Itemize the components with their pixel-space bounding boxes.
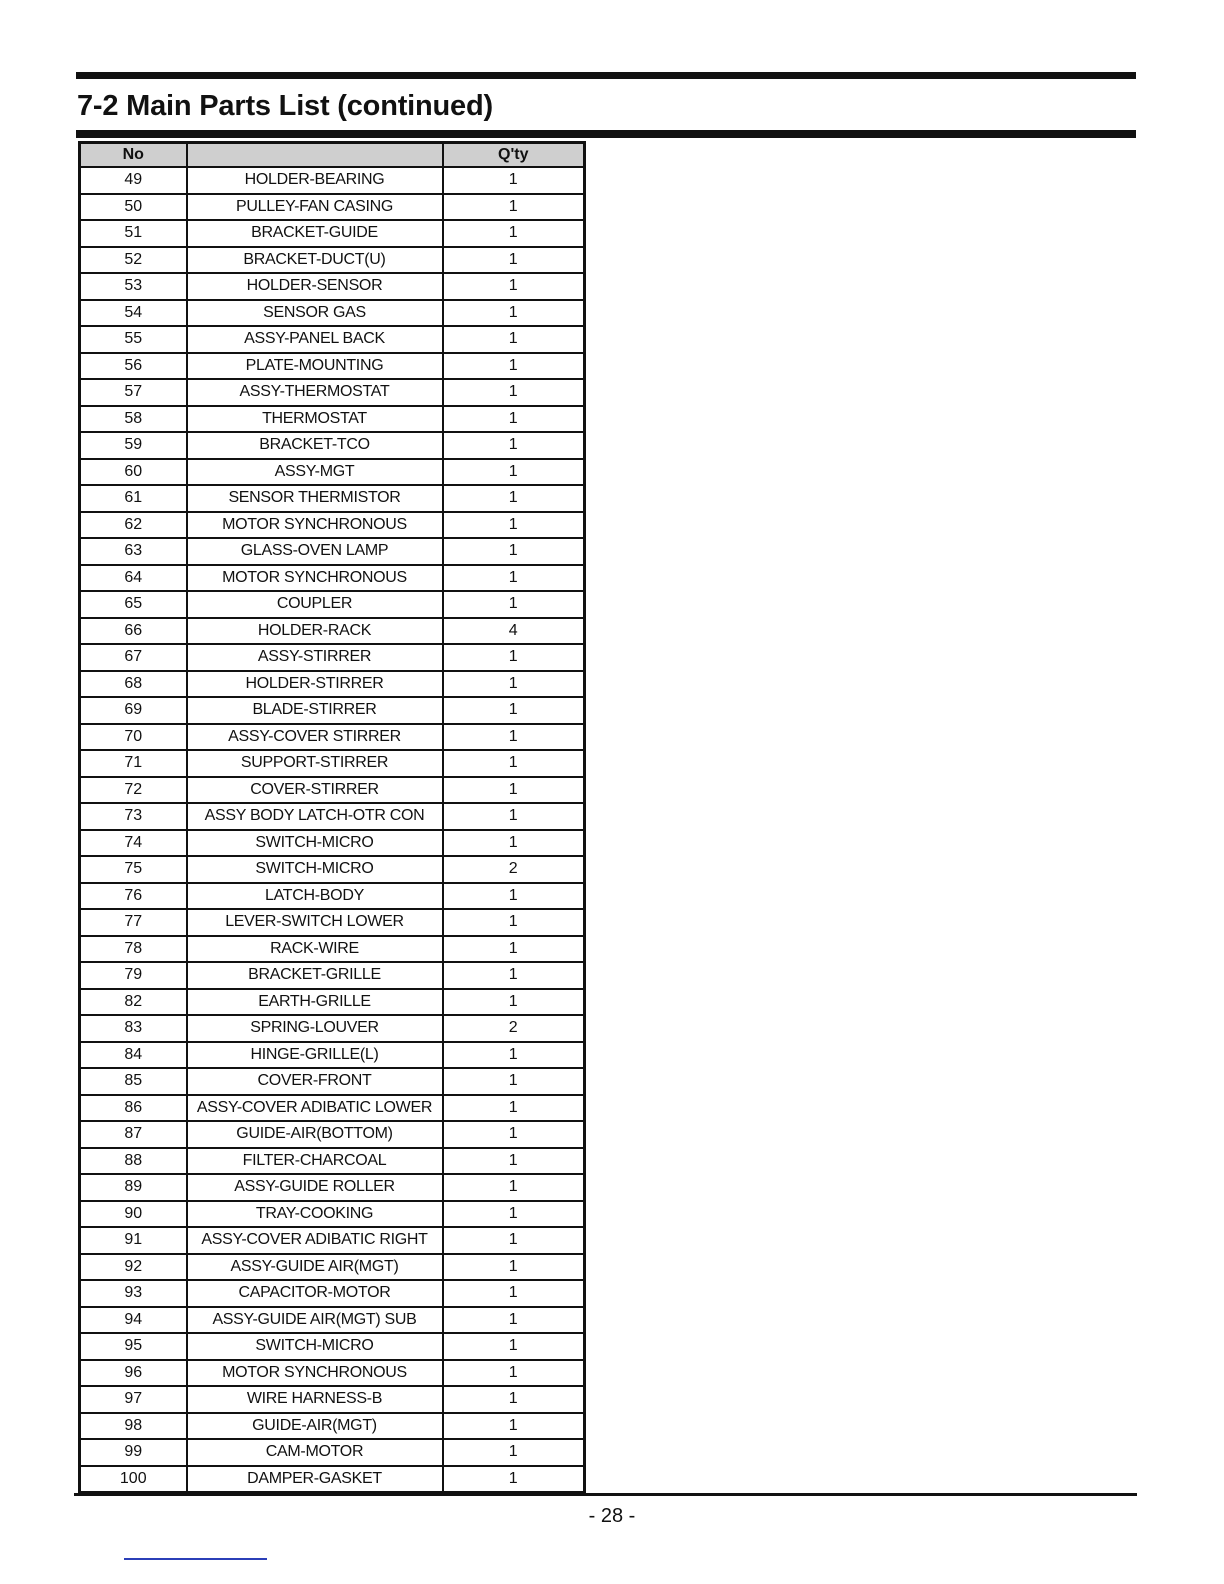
part-qty-cell: 1 bbox=[443, 697, 585, 724]
part-description-cell: BRACKET-GUIDE bbox=[187, 220, 443, 247]
part-number-cell: 85 bbox=[80, 1068, 187, 1095]
part-number-cell: 96 bbox=[80, 1360, 187, 1387]
part-number-cell: 54 bbox=[80, 300, 187, 327]
part-number-cell: 89 bbox=[80, 1174, 187, 1201]
part-description-cell: MOTOR SYNCHRONOUS bbox=[187, 512, 443, 539]
part-qty-cell: 1 bbox=[443, 1413, 585, 1440]
part-qty-cell: 2 bbox=[443, 1015, 585, 1042]
table-row bbox=[80, 883, 585, 910]
part-description-cell: ASSY-GUIDE AIR(MGT) bbox=[187, 1254, 443, 1281]
table-row bbox=[80, 485, 585, 512]
part-number-cell: 84 bbox=[80, 1042, 187, 1069]
part-number-cell: 49 bbox=[80, 167, 187, 194]
part-number-cell: 92 bbox=[80, 1254, 187, 1281]
part-number-cell: 57 bbox=[80, 379, 187, 406]
part-description-cell: COVER-STIRRER bbox=[187, 777, 443, 804]
part-description-cell: MOTOR SYNCHRONOUS bbox=[187, 1360, 443, 1387]
part-description-cell: ASSY-THERMOSTAT bbox=[187, 379, 443, 406]
table-row bbox=[80, 1466, 585, 1493]
table-row bbox=[80, 1042, 585, 1069]
part-number-cell: 64 bbox=[80, 565, 187, 592]
part-number-cell: 66 bbox=[80, 618, 187, 645]
part-qty-cell: 1 bbox=[443, 565, 585, 592]
part-description-cell: ASSY-COVER ADIBATIC LOWER bbox=[187, 1095, 443, 1122]
part-number-cell: 69 bbox=[80, 697, 187, 724]
bottom-rule bbox=[74, 1493, 1137, 1496]
part-qty-cell: 1 bbox=[443, 671, 585, 698]
part-number-cell: 63 bbox=[80, 538, 187, 565]
part-number-cell: 75 bbox=[80, 856, 187, 883]
table-row bbox=[80, 1095, 585, 1122]
table-row bbox=[80, 194, 585, 221]
part-number-cell: 51 bbox=[80, 220, 187, 247]
part-number-cell: 67 bbox=[80, 644, 187, 671]
part-qty-cell: 1 bbox=[443, 803, 585, 830]
table-row bbox=[80, 326, 585, 353]
part-qty-cell: 1 bbox=[443, 1466, 585, 1493]
column-header-description bbox=[187, 143, 443, 168]
part-description-cell: HOLDER-RACK bbox=[187, 618, 443, 645]
table-row bbox=[80, 1280, 585, 1307]
table-row bbox=[80, 1386, 585, 1413]
part-description-cell: CAPACITOR-MOTOR bbox=[187, 1280, 443, 1307]
part-qty-cell: 1 bbox=[443, 1280, 585, 1307]
table-row bbox=[80, 803, 585, 830]
table-row bbox=[80, 247, 585, 274]
part-qty-cell: 1 bbox=[443, 194, 585, 221]
table-row bbox=[80, 989, 585, 1016]
table-row bbox=[80, 273, 585, 300]
part-description-cell: CAM-MOTOR bbox=[187, 1439, 443, 1466]
part-description-cell: TRAY-COOKING bbox=[187, 1201, 443, 1228]
part-qty-cell: 1 bbox=[443, 1095, 585, 1122]
title-rule bbox=[76, 130, 1136, 138]
part-description-cell: GLASS-OVEN LAMP bbox=[187, 538, 443, 565]
parts-table bbox=[78, 141, 586, 1494]
page-number: - 28 - bbox=[588, 1505, 636, 1527]
table-row bbox=[80, 565, 585, 592]
part-qty-cell: 1 bbox=[443, 220, 585, 247]
part-qty-cell: 2 bbox=[443, 856, 585, 883]
part-qty-cell: 1 bbox=[443, 1360, 585, 1387]
table-row bbox=[80, 671, 585, 698]
table-row bbox=[80, 750, 585, 777]
table-row bbox=[80, 697, 585, 724]
part-qty-cell: 1 bbox=[443, 432, 585, 459]
table-row bbox=[80, 1360, 585, 1387]
part-number-cell: 98 bbox=[80, 1413, 187, 1440]
table-row bbox=[80, 724, 585, 751]
part-description-cell: ASSY-STIRRER bbox=[187, 644, 443, 671]
part-qty-cell: 1 bbox=[443, 936, 585, 963]
table-row bbox=[80, 936, 585, 963]
part-qty-cell: 1 bbox=[443, 512, 585, 539]
table-row bbox=[80, 962, 585, 989]
part-description-cell: ASSY-COVER STIRRER bbox=[187, 724, 443, 751]
part-qty-cell: 1 bbox=[443, 909, 585, 936]
part-number-cell: 62 bbox=[80, 512, 187, 539]
parts-table-body bbox=[80, 167, 585, 1493]
part-description-cell: HOLDER-SENSOR bbox=[187, 273, 443, 300]
table-row bbox=[80, 167, 585, 194]
part-qty-cell: 4 bbox=[443, 618, 585, 645]
part-qty-cell: 1 bbox=[443, 406, 585, 433]
part-qty-cell: 1 bbox=[443, 1121, 585, 1148]
part-number-cell: 76 bbox=[80, 883, 187, 910]
part-description-cell: PLATE-MOUNTING bbox=[187, 353, 443, 380]
part-description-cell: PULLEY-FAN CASING bbox=[187, 194, 443, 221]
part-number-cell: 74 bbox=[80, 830, 187, 857]
part-description-cell: BRACKET-GRILLE bbox=[187, 962, 443, 989]
table-row bbox=[80, 512, 585, 539]
part-qty-cell: 1 bbox=[443, 1386, 585, 1413]
part-description-cell: SUPPORT-STIRRER bbox=[187, 750, 443, 777]
part-number-cell: 72 bbox=[80, 777, 187, 804]
part-number-cell: 77 bbox=[80, 909, 187, 936]
part-description-cell: ASSY BODY LATCH-OTR CON bbox=[187, 803, 443, 830]
table-row bbox=[80, 644, 585, 671]
table-row bbox=[80, 1201, 585, 1228]
part-description-cell: LATCH-BODY bbox=[187, 883, 443, 910]
table-row bbox=[80, 618, 585, 645]
part-description-cell: LEVER-SWITCH LOWER bbox=[187, 909, 443, 936]
part-number-cell: 87 bbox=[80, 1121, 187, 1148]
part-qty-cell: 1 bbox=[443, 724, 585, 751]
table-row bbox=[80, 1413, 585, 1440]
part-number-cell: 73 bbox=[80, 803, 187, 830]
table-row bbox=[80, 1174, 585, 1201]
table-row bbox=[80, 538, 585, 565]
part-number-cell: 91 bbox=[80, 1227, 187, 1254]
part-qty-cell: 1 bbox=[443, 883, 585, 910]
part-qty-cell: 1 bbox=[443, 962, 585, 989]
part-qty-cell: 1 bbox=[443, 538, 585, 565]
part-number-cell: 82 bbox=[80, 989, 187, 1016]
table-row bbox=[80, 1439, 585, 1466]
part-qty-cell: 1 bbox=[443, 353, 585, 380]
part-qty-cell: 1 bbox=[443, 1333, 585, 1360]
table-row bbox=[80, 1121, 585, 1148]
part-number-cell: 83 bbox=[80, 1015, 187, 1042]
table-row bbox=[80, 1068, 585, 1095]
part-number-cell: 99 bbox=[80, 1439, 187, 1466]
part-description-cell: HOLDER-BEARING bbox=[187, 167, 443, 194]
part-qty-cell: 1 bbox=[443, 379, 585, 406]
part-number-cell: 59 bbox=[80, 432, 187, 459]
table-row bbox=[80, 856, 585, 883]
part-description-cell: COUPLER bbox=[187, 591, 443, 618]
part-qty-cell: 1 bbox=[443, 326, 585, 353]
part-number-cell: 95 bbox=[80, 1333, 187, 1360]
part-number-cell: 50 bbox=[80, 194, 187, 221]
part-qty-cell: 1 bbox=[443, 591, 585, 618]
part-number-cell: 78 bbox=[80, 936, 187, 963]
part-description-cell: SPRING-LOUVER bbox=[187, 1015, 443, 1042]
part-description-cell: WIRE HARNESS-B bbox=[187, 1386, 443, 1413]
part-qty-cell: 1 bbox=[443, 1174, 585, 1201]
table-header-row bbox=[80, 143, 585, 168]
table-row bbox=[80, 1333, 585, 1360]
part-qty-cell: 1 bbox=[443, 1148, 585, 1175]
part-qty-cell: 1 bbox=[443, 1068, 585, 1095]
part-description-cell: ASSY-GUIDE ROLLER bbox=[187, 1174, 443, 1201]
part-number-cell: 97 bbox=[80, 1386, 187, 1413]
part-description-cell: BRACKET-TCO bbox=[187, 432, 443, 459]
part-number-cell: 56 bbox=[80, 353, 187, 380]
part-description-cell: BRACKET-DUCT(U) bbox=[187, 247, 443, 274]
part-description-cell: ASSY-MGT bbox=[187, 459, 443, 486]
table-row bbox=[80, 1227, 585, 1254]
part-qty-cell: 1 bbox=[443, 1201, 585, 1228]
part-qty-cell: 1 bbox=[443, 644, 585, 671]
part-description-cell: ASSY-PANEL BACK bbox=[187, 326, 443, 353]
part-qty-cell: 1 bbox=[443, 1307, 585, 1334]
part-description-cell: DAMPER-GASKET bbox=[187, 1466, 443, 1493]
column-header-qty: Q'ty bbox=[443, 143, 585, 168]
table-row bbox=[80, 1015, 585, 1042]
part-number-cell: 100 bbox=[80, 1466, 187, 1493]
part-qty-cell: 1 bbox=[443, 459, 585, 486]
part-number-cell: 93 bbox=[80, 1280, 187, 1307]
column-header-no: No bbox=[80, 143, 187, 168]
part-description-cell: EARTH-GRILLE bbox=[187, 989, 443, 1016]
footer-accent-line bbox=[124, 1558, 267, 1560]
table-row bbox=[80, 830, 585, 857]
table-row bbox=[80, 353, 585, 380]
part-number-cell: 71 bbox=[80, 750, 187, 777]
table-row bbox=[80, 220, 585, 247]
part-number-cell: 58 bbox=[80, 406, 187, 433]
part-qty-cell: 1 bbox=[443, 273, 585, 300]
part-description-cell: RACK-WIRE bbox=[187, 936, 443, 963]
part-description-cell: BLADE-STIRRER bbox=[187, 697, 443, 724]
part-description-cell: GUIDE-AIR(MGT) bbox=[187, 1413, 443, 1440]
part-number-cell: 61 bbox=[80, 485, 187, 512]
table-row bbox=[80, 459, 585, 486]
table-row bbox=[80, 432, 585, 459]
table-row bbox=[80, 1254, 585, 1281]
page-title: 7-2 Main Parts List (continued) bbox=[77, 90, 493, 122]
part-number-cell: 70 bbox=[80, 724, 187, 751]
part-qty-cell: 1 bbox=[443, 167, 585, 194]
part-qty-cell: 1 bbox=[443, 247, 585, 274]
part-number-cell: 65 bbox=[80, 591, 187, 618]
part-qty-cell: 1 bbox=[443, 300, 585, 327]
part-qty-cell: 1 bbox=[443, 1042, 585, 1069]
part-description-cell: SENSOR GAS bbox=[187, 300, 443, 327]
part-qty-cell: 1 bbox=[443, 485, 585, 512]
part-number-cell: 55 bbox=[80, 326, 187, 353]
table-row bbox=[80, 300, 585, 327]
part-number-cell: 60 bbox=[80, 459, 187, 486]
table-row bbox=[80, 379, 585, 406]
part-description-cell: ASSY-COVER ADIBATIC RIGHT bbox=[187, 1227, 443, 1254]
part-number-cell: 68 bbox=[80, 671, 187, 698]
part-number-cell: 88 bbox=[80, 1148, 187, 1175]
part-number-cell: 53 bbox=[80, 273, 187, 300]
part-qty-cell: 1 bbox=[443, 750, 585, 777]
top-rule bbox=[76, 72, 1136, 79]
part-description-cell: SWITCH-MICRO bbox=[187, 1333, 443, 1360]
part-number-cell: 94 bbox=[80, 1307, 187, 1334]
part-qty-cell: 1 bbox=[443, 1254, 585, 1281]
part-number-cell: 52 bbox=[80, 247, 187, 274]
table-row bbox=[80, 1307, 585, 1334]
part-number-cell: 79 bbox=[80, 962, 187, 989]
part-description-cell: SENSOR THERMISTOR bbox=[187, 485, 443, 512]
part-number-cell: 86 bbox=[80, 1095, 187, 1122]
part-qty-cell: 1 bbox=[443, 830, 585, 857]
table-row bbox=[80, 591, 585, 618]
part-qty-cell: 1 bbox=[443, 1439, 585, 1466]
part-description-cell: THERMOSTAT bbox=[187, 406, 443, 433]
table-row bbox=[80, 406, 585, 433]
part-description-cell: HINGE-GRILLE(L) bbox=[187, 1042, 443, 1069]
table-row bbox=[80, 777, 585, 804]
part-description-cell: SWITCH-MICRO bbox=[187, 856, 443, 883]
part-description-cell: MOTOR SYNCHRONOUS bbox=[187, 565, 443, 592]
part-description-cell: FILTER-CHARCOAL bbox=[187, 1148, 443, 1175]
part-qty-cell: 1 bbox=[443, 777, 585, 804]
table-row bbox=[80, 1148, 585, 1175]
table-row bbox=[80, 909, 585, 936]
part-description-cell: HOLDER-STIRRER bbox=[187, 671, 443, 698]
part-number-cell: 90 bbox=[80, 1201, 187, 1228]
part-description-cell: SWITCH-MICRO bbox=[187, 830, 443, 857]
part-description-cell: ASSY-GUIDE AIR(MGT) SUB bbox=[187, 1307, 443, 1334]
part-description-cell: COVER-FRONT bbox=[187, 1068, 443, 1095]
part-qty-cell: 1 bbox=[443, 1227, 585, 1254]
part-description-cell: GUIDE-AIR(BOTTOM) bbox=[187, 1121, 443, 1148]
part-qty-cell: 1 bbox=[443, 989, 585, 1016]
